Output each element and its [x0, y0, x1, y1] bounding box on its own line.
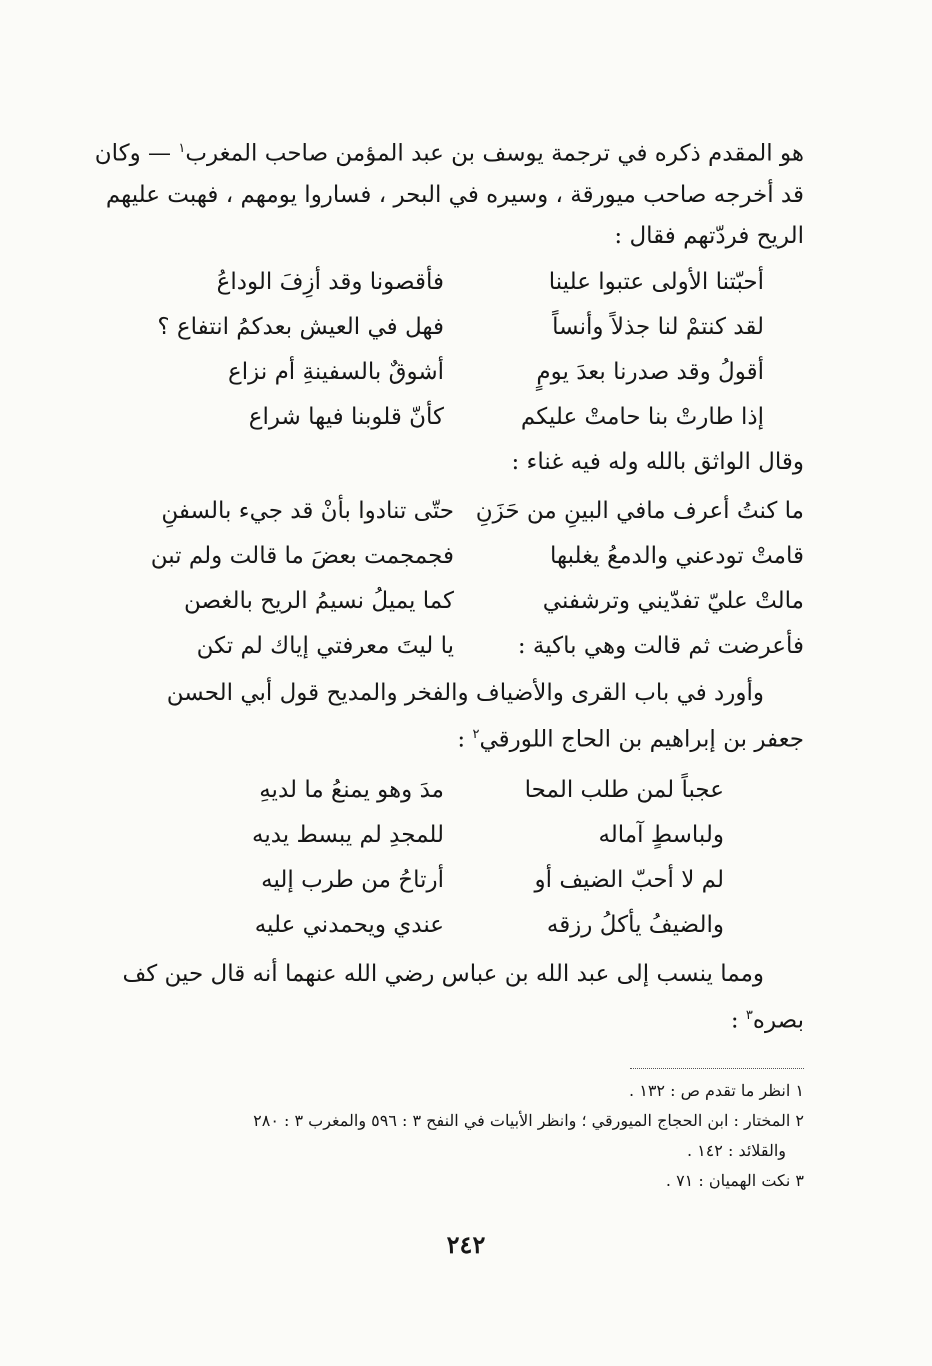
hemistich-right: إذا طارتْ بنا حامتْ عليكم	[520, 403, 764, 430]
footnote-line: ٣ نكت الهميان : ٧١ .	[665, 1171, 804, 1190]
hemistich-right: لم لا أحبّ الضيف أو	[534, 867, 724, 894]
hemistich-right: أحبّتنا الأولى عتبوا علينا	[548, 268, 764, 295]
verse-line	[0, 395, 932, 440]
verse-line	[0, 858, 932, 903]
prose-paragraph-2	[130, 673, 804, 761]
verse-line	[0, 624, 932, 669]
footnote-separator	[630, 1068, 804, 1069]
prose-line: الريح فردّتهم فقال :	[614, 222, 804, 249]
hemistich-right: مالتْ عليّ تفدّيني وترشفني	[542, 587, 804, 614]
hemistich-left: يا ليتَ معرفتي إياك لم تكن	[196, 632, 454, 659]
footnote-mark: ٢	[472, 726, 480, 742]
prose-line: ومما ينسب إلى عبد الله بن عباس رضي الله عنهما أنه قال حين كف	[122, 961, 764, 988]
poem-1	[0, 260, 932, 440]
hemistich-right: ما كنتُ أعرف مافي البينِ من حَزَنِ	[475, 497, 804, 524]
footnotes	[130, 1076, 804, 1196]
prose-paragraph-3	[122, 954, 804, 1042]
poem-intro: وقال الواثق بالله وله فيه غناء :	[511, 448, 804, 475]
footnote-line: ١ انظر ما تقدم ص : ١٣٢ .	[629, 1081, 804, 1100]
verse-line	[0, 579, 932, 624]
footnote-line: والقلائد : ١٤٢ .	[686, 1141, 786, 1160]
verse-line	[0, 768, 932, 813]
hemistich-left: فهل في العيش بعدكمُ انتفاع ؟	[157, 313, 444, 340]
verse-line	[0, 305, 932, 350]
footnote-mark: ٣	[745, 1008, 753, 1024]
verse-line	[0, 350, 932, 395]
hemistich-right: ولباسطٍ آماله	[598, 822, 724, 849]
hemistich-right: أقولُ وقد صدرنا بعدَ يومٍ	[536, 358, 764, 385]
prose-line: جعفر بن إبراهيم بن الحاج اللورقي$^٢$ :	[457, 726, 804, 753]
verse-line	[0, 534, 932, 579]
prose-line: هو المقدم ذكره في ترجمة يوسف بن عبد المؤمن صاحب المغرب$^١$ — وكان	[94, 140, 804, 167]
verse-line	[0, 489, 932, 534]
verse-line	[0, 903, 932, 948]
hemistich-right: والضيفُ يأكلُ رزقه	[546, 912, 724, 939]
verse-line	[0, 260, 932, 305]
poem-3	[0, 768, 932, 948]
hemistich-left: عندي ويحمدني عليه	[254, 912, 444, 939]
hemistich-right: لقد كنتمْ لنا جذلاً وأنساً	[552, 313, 764, 340]
prose-line: قد أخرجه صاحب ميورقة ، وسيره في البحر ، فساروا يومهم ، فهبت عليهم	[105, 181, 804, 208]
hemistich-right: عجباً لمن طلب المحا	[524, 777, 724, 804]
hemistich-left: حتّى تنادوا بأنْ قد جيء بالسفنِ	[161, 497, 454, 524]
page-number: ٢٤٢	[446, 1230, 486, 1259]
hemistich-left: أرتاحُ من طرب إليه	[261, 867, 444, 894]
hemistich-right: فأعرضت ثم قالت وهي باكية :	[517, 632, 804, 659]
poem-2	[0, 489, 932, 669]
footnote-line: ٢ المختار : ابن الحجاج الميورقي ؛ وانظر الأبيات في النفح ٣ : ٥٩٦ والمغرب ٣ : ٢٨٠	[253, 1111, 804, 1130]
prose-line: بصره$^٣$ :	[730, 1007, 804, 1034]
prose-line: وأورد في باب القرى والأضياف والفخر والمديح قول أبي الحسن	[166, 679, 764, 706]
hemistich-left: مدَ وهو يمنعُ ما لديهِ	[259, 777, 444, 804]
hemistich-right: قامتْ تودعني والدمعُ يغلبها	[550, 542, 804, 569]
hemistich-left: كما يميلُ نسيمُ الريح بالغصن	[183, 587, 454, 614]
hemistich-left: كأنّ قلوبنا فيها شراع	[248, 403, 444, 430]
prose-paragraph-1	[94, 128, 804, 257]
hemistich-left: للمجدِ لم يبسط يديه	[252, 822, 444, 849]
hemistich-left: فأقصونا وقد أزِفَ الوداعُ	[216, 268, 444, 295]
hemistich-left: فجمجمت بعضَ ما قالت ولم تبن	[150, 542, 454, 569]
verse-line	[0, 813, 932, 858]
hemistich-left: أشوقٌ بالسفينةِ أم نزاع	[228, 358, 444, 385]
footnote-mark: ١	[178, 141, 186, 156]
